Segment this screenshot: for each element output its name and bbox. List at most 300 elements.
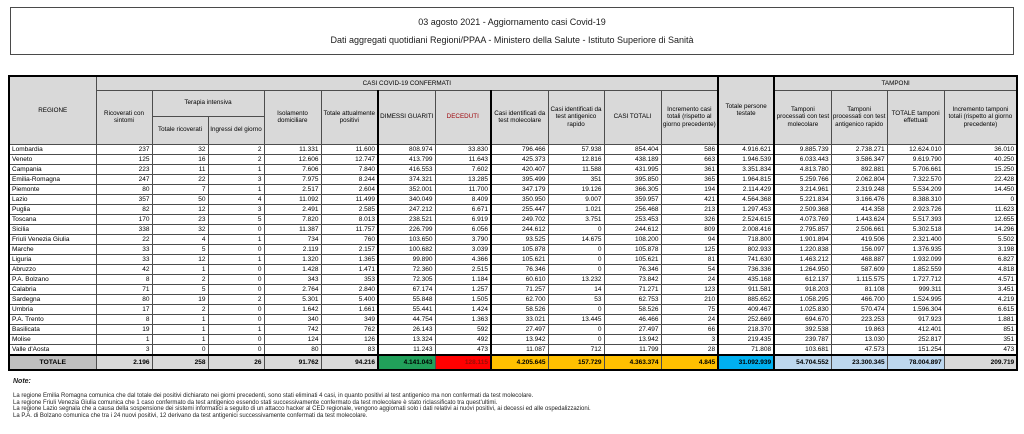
cell-attualmente_positivi: 1.365: [321, 254, 378, 264]
cell-ingressi_giorno: 0: [208, 314, 264, 324]
cell-tamponi_molecolare: 2.795.857: [774, 224, 831, 234]
cell-casi_molecolare: 76.346: [491, 264, 548, 274]
cell-attualmente_positivi: 126: [321, 334, 378, 344]
cell-totale_tamponi: 999.311: [887, 284, 944, 294]
note-line: La P.A. di Bolzano comunica che tra i 24 nuovi positivi, 12 derivano da test antigenici successivamente confermati da test molecolare.: [13, 412, 368, 419]
cell-persone_testate: 2.114.429: [718, 184, 774, 194]
cell-incremento_casi: 24: [661, 274, 718, 284]
cell-totale_tamponi: 1.596.304: [887, 304, 944, 314]
cell-casi_molecolare: 58.526: [491, 304, 548, 314]
col-header-tamponi-antigenico: Tamponi processati con test antigenico rapido: [831, 90, 887, 144]
cell-casi_totali: 46.466: [604, 314, 661, 324]
cell-attualmente_positivi: 12.747: [321, 154, 378, 164]
col-header-totale-ricoverati: Totale ricoverati: [152, 116, 208, 144]
table-row: [9, 294, 1017, 304]
cell-attualmente_positivi: 5.400: [321, 294, 378, 304]
cell-tamponi_antigenico: 2.319.248: [831, 184, 887, 194]
cell-deceduti: 1.363: [435, 314, 491, 324]
cell-casi_totali: 76.346: [604, 264, 661, 274]
cell-casi_molecolare: 60.610: [491, 274, 548, 284]
cell-casi_antigenico: 14.675: [548, 234, 604, 244]
cell-tamponi_molecolare: 918.203: [774, 284, 831, 294]
cell-totale_ricoverati: 12: [152, 204, 208, 214]
cell-ingressi_giorno: 1: [208, 184, 264, 194]
cell-deceduti: 6.919: [435, 214, 491, 224]
cell-isolamento: 343: [264, 274, 321, 284]
cell-casi_antigenico: 3.751: [548, 214, 604, 224]
cell-tamponi_antigenico: 419.506: [831, 234, 887, 244]
cell-casi_antigenico: 53: [548, 294, 604, 304]
cell-incremento_tamponi: 14.450: [944, 184, 1017, 194]
cell-incremento_casi: 123: [661, 284, 718, 294]
cell-ricoverati_sintomi: 42: [96, 264, 152, 274]
cell-tamponi_molecolare: 612.137: [774, 274, 831, 284]
cell-regione: Marche: [9, 244, 96, 254]
cell-totale_ricoverati: 16: [152, 154, 208, 164]
cell-attualmente_positivi: 11.757: [321, 224, 378, 234]
cell-casi_totali: 854.404: [604, 144, 661, 154]
cell-casi_totali: 58.526: [604, 304, 661, 314]
cell-casi_molecolare: 62.700: [491, 294, 548, 304]
cell-tamponi_antigenico: 2.738.271: [831, 144, 887, 154]
cell-incremento_tamponi: 11.623: [944, 204, 1017, 214]
cell-isolamento: 742: [264, 324, 321, 334]
cell-regione: Valle d'Aosta: [9, 344, 96, 355]
table-row: [9, 244, 1017, 254]
cell-totale_tamponi: 1.932.099: [887, 254, 944, 264]
cell-casi_molecolare: 93.525: [491, 234, 548, 244]
cell-regione: Lombardia: [9, 144, 96, 154]
table-row: [9, 184, 1017, 194]
cell-regione: Toscana: [9, 214, 96, 224]
cell-dimessi_guariti: 11.243: [378, 344, 435, 355]
cell-totale_ricoverati: 4: [152, 234, 208, 244]
cell-isolamento: 1.642: [264, 304, 321, 314]
cell-casi_antigenico: 9.007: [548, 194, 604, 204]
cell-incremento_casi: 4.845: [661, 355, 718, 370]
table-row: [9, 284, 1017, 294]
cell-regione: Lazio: [9, 194, 96, 204]
cell-persone_testate: 1.297.453: [718, 204, 774, 214]
table-row: [9, 274, 1017, 284]
cell-tamponi_molecolare: 694.670: [774, 314, 831, 324]
cell-ingressi_giorno: 0: [208, 274, 264, 284]
cell-tamponi_antigenico: 223.253: [831, 314, 887, 324]
cell-casi_molecolare: 350.950: [491, 194, 548, 204]
col-header-deceduti: DECEDUTI: [435, 90, 491, 144]
cell-ingressi_giorno: 1: [208, 254, 264, 264]
cell-tamponi_antigenico: 3.166.476: [831, 194, 887, 204]
cell-deceduti: 8.409: [435, 194, 491, 204]
cell-incremento_tamponi: 5.502: [944, 234, 1017, 244]
table-row: [9, 314, 1017, 324]
cell-tamponi_antigenico: 570.474: [831, 304, 887, 314]
col-header-persone-testate: Totale persone testate: [718, 76, 774, 144]
col-header-regione: REGIONE: [9, 76, 96, 144]
cell-dimessi_guariti: 99.890: [378, 254, 435, 264]
cell-ricoverati_sintomi: 8: [96, 314, 152, 324]
cell-incremento_tamponi: 473: [944, 344, 1017, 355]
cell-incremento_casi: 24: [661, 314, 718, 324]
cell-ingressi_giorno: 0: [208, 284, 264, 294]
cell-attualmente_positivi: 11.600: [321, 144, 378, 154]
cell-attualmente_positivi: 83: [321, 344, 378, 355]
cell-isolamento: 1.320: [264, 254, 321, 264]
cell-attualmente_positivi: 349: [321, 314, 378, 324]
col-header-tamponi-molecolare: Tamponi processati con test molecolare: [774, 90, 831, 144]
note-line: La regione Friuli Venezia Giulia comunica che 1 caso confermato da test antigenico essendo stati successivamente confermato da test molecolare è stato riclassificato tra quest'ultimi.: [13, 399, 498, 406]
cell-incremento_casi: 586: [661, 144, 718, 154]
cell-ricoverati_sintomi: 338: [96, 224, 152, 234]
cell-incremento_casi: 663: [661, 154, 718, 164]
cell-totale_tamponi: 412.401: [887, 324, 944, 334]
col-header-totale-tamponi: TOTALE tamponi effettuati: [887, 90, 944, 144]
cell-tamponi_molecolare: 1.058.295: [774, 294, 831, 304]
cell-incremento_casi: 361: [661, 164, 718, 174]
cell-tamponi_antigenico: 13.030: [831, 334, 887, 344]
col-header-isolamento: Isolamento domiciliare: [264, 90, 321, 144]
cell-casi_antigenico: 57.938: [548, 144, 604, 154]
cell-totale_ricoverati: 32: [152, 144, 208, 154]
cell-regione: Campania: [9, 164, 96, 174]
cell-deceduti: 3.039: [435, 244, 491, 254]
cell-totale_tamponi: 8.388.310: [887, 194, 944, 204]
cell-deceduti: 1.424: [435, 304, 491, 314]
cell-tamponi_antigenico: 892.881: [831, 164, 887, 174]
table-row: [9, 254, 1017, 264]
cell-totale_ricoverati: 2: [152, 304, 208, 314]
cell-regione: Emilia-Romagna: [9, 174, 96, 184]
cell-tamponi_molecolare: 4.073.769: [774, 214, 831, 224]
col-header-incremento-casi: Incremento casi totali (rispetto al giorno precedente): [661, 90, 718, 144]
cell-totale_tamponi: 78.004.897: [887, 355, 944, 370]
cell-ingressi_giorno: 4: [208, 194, 264, 204]
cell-casi_antigenico: 157.729: [548, 355, 604, 370]
cell-regione: P.A. Trento: [9, 314, 96, 324]
cell-ingressi_giorno: 2: [208, 154, 264, 164]
cell-casi_molecolare: 33.021: [491, 314, 548, 324]
cell-ingressi_giorno: 1: [208, 164, 264, 174]
cell-casi_totali: 105.878: [604, 244, 661, 254]
cell-totale_tamponi: 1.524.995: [887, 294, 944, 304]
cell-totale_ricoverati: 1: [152, 324, 208, 334]
note-line: La regione Emilia Romagna comunica che dal totale dei positivi dichiarato nei giorni precedenti, sono stati eliminati 4 casi, in quanto positivi al test antigenico ma non confermati da test molecolare.: [13, 393, 534, 399]
cell-totale_ricoverati: 5: [152, 244, 208, 254]
cell-tamponi_antigenico: 468.887: [831, 254, 887, 264]
cell-casi_molecolare: 27.497: [491, 324, 548, 334]
cell-ingressi_giorno: 0: [208, 334, 264, 344]
cell-casi_totali: 359.957: [604, 194, 661, 204]
cell-ricoverati_sintomi: 8: [96, 274, 152, 284]
cell-deceduti: 1.257: [435, 284, 491, 294]
cell-ingressi_giorno: 2: [208, 144, 264, 154]
cell-deceduti: 33.830: [435, 144, 491, 154]
cell-attualmente_positivi: 2.604: [321, 184, 378, 194]
cell-deceduti: 4.366: [435, 254, 491, 264]
cell-persone_testate: 2.524.615: [718, 214, 774, 224]
cell-ingressi_giorno: 3: [208, 204, 264, 214]
cell-tamponi_molecolare: 6.033.443: [774, 154, 831, 164]
cell-casi_molecolare: 249.702: [491, 214, 548, 224]
table-row: [9, 324, 1017, 334]
cell-ingressi_giorno: 3: [208, 174, 264, 184]
table-row: [9, 174, 1017, 184]
group-header-casi-confermati: CASI COVID-19 CONFERMATI: [96, 76, 718, 90]
cell-totale_ricoverati: 50: [152, 194, 208, 204]
cell-dimessi_guariti: 55.441: [378, 304, 435, 314]
col-header-dimessi-guariti: DIMESSI GUARITI: [378, 90, 435, 144]
cell-casi_antigenico: 0: [548, 334, 604, 344]
cell-totale_ricoverati: 19: [152, 294, 208, 304]
cell-incremento_tamponi: 0: [944, 194, 1017, 204]
cell-totale_ricoverati: 2: [152, 274, 208, 284]
cell-regione: Basilicata: [9, 324, 96, 334]
cell-casi_antigenico: 351: [548, 174, 604, 184]
cell-totale_ricoverati: 22: [152, 174, 208, 184]
cell-persone_testate: 736.336: [718, 264, 774, 274]
cell-dimessi_guariti: 44.754: [378, 314, 435, 324]
cell-tamponi_antigenico: 19.863: [831, 324, 887, 334]
cell-casi_totali: 71.271: [604, 284, 661, 294]
cell-casi_molecolare: 244.612: [491, 224, 548, 234]
notes-section: [13, 378, 1013, 419]
col-header-casi-molecolare: Casi identificati da test molecolare: [491, 90, 548, 144]
cell-isolamento: 2.119: [264, 244, 321, 254]
cell-isolamento: 340: [264, 314, 321, 324]
cell-casi_totali: 4.363.374: [604, 355, 661, 370]
cell-isolamento: 12.606: [264, 154, 321, 164]
cell-deceduti: 473: [435, 344, 491, 355]
cell-deceduti: 592: [435, 324, 491, 334]
cell-tamponi_antigenico: 1.443.624: [831, 214, 887, 224]
cell-totale_tamponi: 151.254: [887, 344, 944, 355]
cell-ricoverati_sintomi: 80: [96, 294, 152, 304]
table-row: [9, 214, 1017, 224]
cell-regione: TOTALE: [9, 355, 96, 370]
cell-casi_antigenico: 13.232: [548, 274, 604, 284]
cell-tamponi_molecolare: 1.025.830: [774, 304, 831, 314]
cell-attualmente_positivi: 760: [321, 234, 378, 244]
cell-persone_testate: 435.168: [718, 274, 774, 284]
cell-deceduti: 3.790: [435, 234, 491, 244]
cell-dimessi_guariti: 340.049: [378, 194, 435, 204]
table-row: [9, 224, 1017, 234]
cell-tamponi_molecolare: 3.214.961: [774, 184, 831, 194]
cell-ricoverati_sintomi: 33: [96, 254, 152, 264]
cell-casi_totali: 244.612: [604, 224, 661, 234]
cell-incremento_casi: 210: [661, 294, 718, 304]
cell-totale_tamponi: 5.534.209: [887, 184, 944, 194]
cell-dimessi_guariti: 26.143: [378, 324, 435, 334]
cell-totale_ricoverati: 32: [152, 224, 208, 234]
cell-casi_totali: 108.200: [604, 234, 661, 244]
cell-casi_totali: 431.995: [604, 164, 661, 174]
cell-persone_testate: 741.630: [718, 254, 774, 264]
cell-ingressi_giorno: 26: [208, 355, 264, 370]
cell-tamponi_antigenico: 3.586.347: [831, 154, 887, 164]
cell-isolamento: 5.301: [264, 294, 321, 304]
cell-deceduti: 1.505: [435, 294, 491, 304]
cell-attualmente_positivi: 2.157: [321, 244, 378, 254]
cell-dimessi_guariti: 100.682: [378, 244, 435, 254]
cell-totale_ricoverati: 1: [152, 264, 208, 274]
cell-ricoverati_sintomi: 237: [96, 144, 152, 154]
cell-totale_tamponi: 2.923.726: [887, 204, 944, 214]
cell-incremento_casi: 194: [661, 184, 718, 194]
cell-totale_tamponi: 917.923: [887, 314, 944, 324]
cell-totale_tamponi: 5.517.393: [887, 214, 944, 224]
cell-incremento_tamponi: 851: [944, 324, 1017, 334]
cell-persone_testate: 3.351.834: [718, 164, 774, 174]
cell-ricoverati_sintomi: 19: [96, 324, 152, 334]
cell-isolamento: 2.764: [264, 284, 321, 294]
cell-incremento_tamponi: 4.571: [944, 274, 1017, 284]
cell-persone_testate: 218.370: [718, 324, 774, 334]
cell-dimessi_guariti: 352.001: [378, 184, 435, 194]
cell-ingressi_giorno: 0: [208, 264, 264, 274]
table-row: [9, 154, 1017, 164]
table-row: [9, 264, 1017, 274]
cell-ingressi_giorno: 0: [208, 304, 264, 314]
cell-isolamento: 11.092: [264, 194, 321, 204]
cell-regione: Abruzzo: [9, 264, 96, 274]
cell-casi_antigenico: 0: [548, 254, 604, 264]
cell-dimessi_guariti: 103.650: [378, 234, 435, 244]
cell-tamponi_molecolare: 392.538: [774, 324, 831, 334]
cell-dimessi_guariti: 55.848: [378, 294, 435, 304]
table-row: [9, 194, 1017, 204]
cell-ricoverati_sintomi: 247: [96, 174, 152, 184]
cell-deceduti: 2.515: [435, 264, 491, 274]
cell-ricoverati_sintomi: 71: [96, 284, 152, 294]
cell-totale_tamponi: 5.302.518: [887, 224, 944, 234]
cell-casi_totali: 395.850: [604, 174, 661, 184]
cell-incremento_tamponi: 4.219: [944, 294, 1017, 304]
cell-incremento_casi: 809: [661, 224, 718, 234]
cell-tamponi_molecolare: 239.787: [774, 334, 831, 344]
cell-tamponi_molecolare: 54.704.552: [774, 355, 831, 370]
cell-totale_tamponi: 9.619.790: [887, 154, 944, 164]
cell-casi_molecolare: 255.447: [491, 204, 548, 214]
cell-incremento_casi: 81: [661, 254, 718, 264]
cell-incremento_tamponi: 6.827: [944, 254, 1017, 264]
cell-persone_testate: 31.092.939: [718, 355, 774, 370]
cell-attualmente_positivi: 1.471: [321, 264, 378, 274]
col-header-ricoverati-sintomi: Ricoverati con sintomi: [96, 90, 152, 144]
col-header-attualmente-positivi: Totale attualmente positivi: [321, 90, 378, 144]
cell-incremento_tamponi: 3.451: [944, 284, 1017, 294]
cell-incremento_tamponi: 40.250: [944, 154, 1017, 164]
cell-ingressi_giorno: 2: [208, 294, 264, 304]
cell-casi_molecolare: 425.373: [491, 154, 548, 164]
cell-incremento_casi: 213: [661, 204, 718, 214]
cell-casi_antigenico: 11.588: [548, 164, 604, 174]
cell-persone_testate: 219.435: [718, 334, 774, 344]
cell-attualmente_positivi: 11.499: [321, 194, 378, 204]
cell-totale_ricoverati: 0: [152, 344, 208, 355]
cell-isolamento: 11.387: [264, 224, 321, 234]
cell-casi_antigenico: 0: [548, 224, 604, 234]
cell-totale_ricoverati: 23: [152, 214, 208, 224]
cell-ricoverati_sintomi: 22: [96, 234, 152, 244]
col-header-ingressi-giorno: Ingressi del giorno: [208, 116, 264, 144]
cell-totale_tamponi: 1.376.935: [887, 244, 944, 254]
cell-casi_molecolare: 105.878: [491, 244, 548, 254]
col-header-casi-totali: CASI TOTALI: [604, 90, 661, 144]
cell-casi_totali: 11.799: [604, 344, 661, 355]
cell-deceduti: 13.285: [435, 174, 491, 184]
cell-deceduti: 11.700: [435, 184, 491, 194]
cell-tamponi_molecolare: 1.901.894: [774, 234, 831, 244]
cell-deceduti: 1.184: [435, 274, 491, 284]
cell-regione: Liguria: [9, 254, 96, 264]
cell-casi_totali: 256.468: [604, 204, 661, 214]
cell-attualmente_positivi: 353: [321, 274, 378, 284]
cell-dimessi_guariti: 238.521: [378, 214, 435, 224]
cell-tamponi_molecolare: 4.813.780: [774, 164, 831, 174]
cell-persone_testate: 802.933: [718, 244, 774, 254]
cell-ingressi_giorno: 0: [208, 224, 264, 234]
cell-tamponi_molecolare: 5.221.834: [774, 194, 831, 204]
cell-attualmente_positivi: 2.585: [321, 204, 378, 214]
cell-isolamento: 11.331: [264, 144, 321, 154]
cell-ricoverati_sintomi: 17: [96, 304, 152, 314]
cell-totale_ricoverati: 5: [152, 284, 208, 294]
cell-regione: Puglia: [9, 204, 96, 214]
cell-incremento_casi: 54: [661, 264, 718, 274]
cell-dimessi_guariti: 413.799: [378, 154, 435, 164]
cell-tamponi_molecolare: 1.220.838: [774, 244, 831, 254]
cell-casi_totali: 73.842: [604, 274, 661, 284]
cell-tamponi_antigenico: 466.700: [831, 294, 887, 304]
cell-tamponi_antigenico: 414.358: [831, 204, 887, 214]
cell-isolamento: 2.517: [264, 184, 321, 194]
cell-casi_molecolare: 395.499: [491, 174, 548, 184]
cell-isolamento: 734: [264, 234, 321, 244]
cell-casi_antigenico: 0: [548, 264, 604, 274]
table-row: [9, 204, 1017, 214]
cell-attualmente_positivi: 94.216: [321, 355, 378, 370]
cell-totale_ricoverati: 1: [152, 314, 208, 324]
cell-ricoverati_sintomi: 125: [96, 154, 152, 164]
cell-totale_ricoverati: 1: [152, 334, 208, 344]
title-line2: Dati aggregati quotidiani Regioni/PPAA - Ministero della Salute - Istituto Superiore di Sanità: [330, 35, 694, 46]
cell-dimessi_guariti: 72.305: [378, 274, 435, 284]
cell-persone_testate: 885.652: [718, 294, 774, 304]
cell-deceduti: 492: [435, 334, 491, 344]
cell-attualmente_positivi: 8.244: [321, 174, 378, 184]
cell-persone_testate: 71.808: [718, 344, 774, 355]
cell-totale_ricoverati: 258: [152, 355, 208, 370]
cell-ricoverati_sintomi: 223: [96, 164, 152, 174]
cell-incremento_tamponi: 12.655: [944, 214, 1017, 224]
cell-incremento_casi: 94: [661, 234, 718, 244]
cell-totale_tamponi: 12.624.010: [887, 144, 944, 154]
cell-casi_molecolare: 420.407: [491, 164, 548, 174]
cell-isolamento: 7.820: [264, 214, 321, 224]
cell-incremento_casi: 75: [661, 304, 718, 314]
cell-deceduti: 6.056: [435, 224, 491, 234]
cell-totale_tamponi: 7.322.570: [887, 174, 944, 184]
cell-ingressi_giorno: 5: [208, 214, 264, 224]
cell-tamponi_molecolare: 1.264.950: [774, 264, 831, 274]
region-rows: [9, 144, 1017, 355]
cell-isolamento: 1.428: [264, 264, 321, 274]
cell-casi_molecolare: 796.466: [491, 144, 548, 154]
group-header-terapia-intensiva: Terapia intensiva: [152, 90, 264, 116]
title-box: [10, 7, 1014, 55]
total-row: [9, 355, 1017, 370]
